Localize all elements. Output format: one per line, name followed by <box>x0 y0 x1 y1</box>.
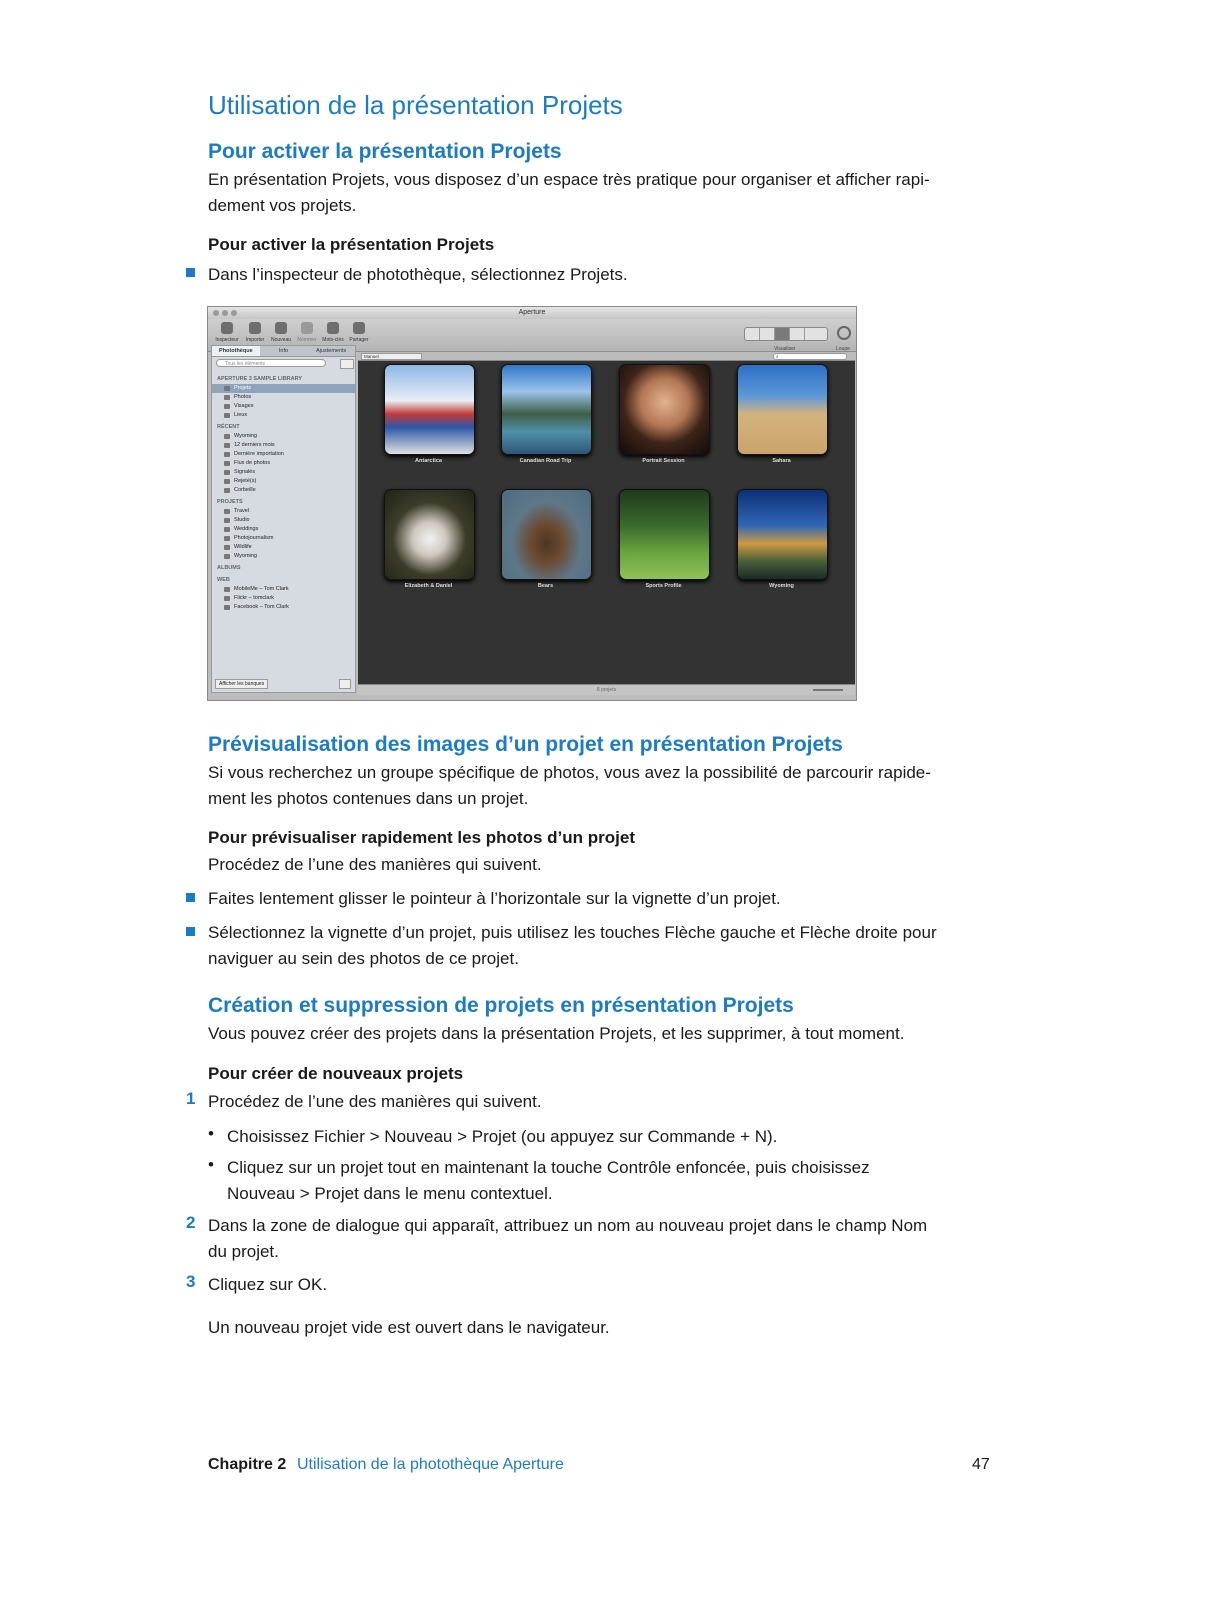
section-paragraph: Vous pouvez créer des projets dans la présentation Projets, et les supprimer, à tout moment. <box>208 1024 905 1043</box>
sidebar-item: Facebook – Tom Clark <box>212 603 355 612</box>
sidebar-item: Photojournalism <box>212 534 355 543</box>
folder-icon <box>224 404 230 409</box>
folder-icon <box>224 479 230 484</box>
project-label: Sahara <box>772 458 791 464</box>
project-thumbnail <box>384 489 475 580</box>
section-paragraph: Si vous recherchez un groupe spécifique de photos, vous avez la possibilité de parcourir rapide- ment les photos contenues dans un projet. <box>208 763 931 808</box>
library-inspector <box>211 345 356 693</box>
step-text: Dans la zone de dialogue qui apparaît, attribuez un nom au nouveau projet dans le champ Nom du projet. <box>208 1216 928 1261</box>
bullet-marker <box>186 927 198 939</box>
sidebar-item: MobileMe – Tom Clark <box>212 585 355 594</box>
project-thumbnail <box>619 364 710 455</box>
folder-icon <box>224 536 230 541</box>
name-button: Nommer <box>294 322 320 343</box>
folder-icon <box>224 386 230 391</box>
project-label: Bears <box>537 583 554 589</box>
project-tile <box>384 489 473 589</box>
view-label: Visualiser <box>774 346 796 352</box>
project-thumbnail <box>384 364 475 455</box>
sidebar-section-header: ALBUMS <box>217 565 241 571</box>
import-button: Importer <box>242 322 268 343</box>
aperture-screenshot <box>207 306 857 701</box>
browser-controls <box>358 352 855 361</box>
bullet-text: Faites lentement glisser le pointeur à l’horizontale sur la vignette d’un projet. <box>208 889 781 908</box>
section-paragraph: En présentation Projets, vous disposez d’un espace très pratique pour organiser et afficher rapi- dement vos projets. <box>208 170 930 215</box>
sub-bullet-text: Choisissez Fichier > Nouveau > Projet (ou appuyez sur Commande + N). <box>227 1127 778 1146</box>
task-heading: Pour activer la présentation Projets <box>208 235 495 254</box>
sidebar-item: Flickr – tomclark <box>212 594 355 603</box>
page-number: 47 <box>972 1456 990 1473</box>
footer-chapter-title: Utilisation de la photothèque Aperture <box>297 1456 564 1473</box>
sidebar-item: Weddings <box>212 525 355 534</box>
sub-bullet-marker: • <box>208 1155 214 1174</box>
keywords-button: Mots-clés <box>320 322 346 343</box>
step-number: 1 <box>186 1089 196 1108</box>
project-label: Canadian Road Trip <box>519 458 572 464</box>
folder-icon <box>224 587 230 592</box>
page-title: Utilisation de la présentation Projets <box>208 90 623 120</box>
folder-icon <box>224 470 230 475</box>
gear-icon <box>339 679 351 689</box>
loupe-label: Loupe <box>836 346 850 352</box>
folder-icon <box>224 488 230 493</box>
status-bar <box>358 684 855 695</box>
sort-menu: Manuel <box>361 353 422 360</box>
tab-info: Info <box>278 348 289 354</box>
sidebar-item: Wyoming <box>212 552 355 561</box>
project-tile <box>384 364 473 464</box>
section-heading-activate: Pour activer la présentation Projets <box>208 140 562 163</box>
folder-icon <box>224 596 230 601</box>
size-slider <box>813 689 843 691</box>
folder-icon <box>224 413 230 418</box>
sub-bullet-text: Cliquez sur un projet tout en maintenant la touche Contrôle enfoncée, puis choisissez Nouveau > Projet dans le menu contextuel. <box>227 1158 870 1203</box>
project-label: Elizabeth & Daniel <box>404 583 453 589</box>
loupe-icon <box>837 326 851 340</box>
sidebar-section-header: WEB <box>217 577 230 583</box>
project-label: Sports Profile <box>645 583 682 589</box>
folder-icon <box>224 461 230 466</box>
show-vaults-button: Afficher les banques <box>215 679 268 689</box>
bullet-marker <box>186 268 198 280</box>
project-thumbnail <box>501 489 592 580</box>
sidebar-item: Flux de photos <box>212 459 355 468</box>
bullet-text: Dans l’inspecteur de photothèque, sélectionnez Projets. <box>208 265 628 284</box>
folder-icon <box>224 443 230 448</box>
project-tile <box>619 489 708 589</box>
sidebar-section-header: RÉCENT <box>217 424 240 430</box>
sidebar-item: Corbeille <box>212 486 355 495</box>
sidebar-item: Visages <box>212 402 355 411</box>
folder-icon <box>224 518 230 523</box>
sub-bullet-marker: • <box>208 1124 214 1143</box>
step-number: 3 <box>186 1272 196 1291</box>
library-search: Tous les éléments <box>216 359 326 367</box>
bullet-marker <box>186 893 198 905</box>
sidebar-section-header: APERTURE 3 SAMPLE LIBRARY <box>217 376 303 382</box>
project-label: Antarctica <box>415 458 442 464</box>
bullet-text: Sélectionnez la vignette d’un projet, puis utilisez les touches Flèche gauche et Flèche droite pour naviguer au sein des photos de ce projet. <box>208 923 937 968</box>
share-button: Partager <box>346 322 372 343</box>
gear-icon <box>340 359 354 369</box>
step-text: Cliquez sur OK. <box>208 1275 328 1294</box>
sidebar-item: Studio <box>212 516 355 525</box>
folder-icon <box>224 527 230 532</box>
window-title: Aperture <box>518 309 546 316</box>
folder-icon <box>224 395 230 400</box>
library-list <box>212 372 355 612</box>
sidebar-item: Projets <box>212 384 355 393</box>
sidebar-item: Wyoming <box>212 432 355 441</box>
sidebar-item: 12 derniers mois <box>212 441 355 450</box>
step-number: 2 <box>186 1213 196 1232</box>
sidebar-item: Signalés <box>212 468 355 477</box>
project-tile <box>619 364 708 464</box>
sidebar-section-header: PROJETS <box>217 499 243 505</box>
folder-icon <box>224 545 230 550</box>
folder-icon <box>224 509 230 514</box>
folder-icon <box>224 605 230 610</box>
share-icon <box>353 322 365 334</box>
view-buttons <box>744 327 828 341</box>
task-heading: Pour créer de nouveaux projets <box>208 1064 464 1083</box>
folder-icon <box>224 452 230 457</box>
inspector-button: Inspecteur <box>214 322 240 343</box>
project-tile <box>737 364 826 464</box>
plus-icon <box>275 322 287 334</box>
tag-icon <box>327 322 339 334</box>
project-thumbnail <box>501 364 592 455</box>
tab-library: Photothèque <box>212 346 260 356</box>
task-intro: Procédez de l’une des manières qui suivent. <box>208 855 542 874</box>
project-count: 8 projets <box>596 687 617 693</box>
sidebar-item: Wildlife <box>212 543 355 552</box>
step-text: Procédez de l’une des manières qui suivent. <box>208 1092 542 1111</box>
info-icon <box>221 322 233 334</box>
project-label: Portrait Session <box>642 458 685 464</box>
tab-adjustments: Ajustements <box>316 348 347 354</box>
project-label: Wyoming <box>769 583 794 589</box>
project-tile <box>501 489 590 589</box>
task-heading: Pour prévisualiser rapidement les photos d’un projet <box>208 828 635 847</box>
section-heading-create: Création et suppression de projets en présentation Projets <box>208 994 794 1017</box>
section-heading-preview: Prévisualisation des images d’un projet en présentation Projets <box>208 733 843 756</box>
import-icon <box>249 322 261 334</box>
sidebar-item: Rejeté(s) <box>212 477 355 486</box>
sidebar-item: Dernière importation <box>212 450 355 459</box>
folder-icon <box>224 434 230 439</box>
result-text: Un nouveau projet vide est ouvert dans le navigateur. <box>208 1318 610 1337</box>
sidebar-item: Photos <box>212 393 355 402</box>
project-thumbnail <box>737 364 828 455</box>
folder-icon <box>224 554 230 559</box>
projects-browser <box>358 352 855 695</box>
project-tile <box>501 364 590 464</box>
sidebar-item: Travel <box>212 507 355 516</box>
project-thumbnail <box>619 489 710 580</box>
new-button: Nouveau <box>268 322 294 343</box>
person-icon <box>301 322 313 334</box>
project-thumbnail <box>737 489 828 580</box>
search-icon: ⌕ <box>773 353 847 360</box>
project-tile <box>737 489 826 589</box>
footer-chapter: Chapitre 2 <box>208 1456 287 1473</box>
window-titlebar <box>208 307 856 319</box>
sidebar-item: Lieux <box>212 411 355 420</box>
inspector-tabs <box>212 346 355 357</box>
